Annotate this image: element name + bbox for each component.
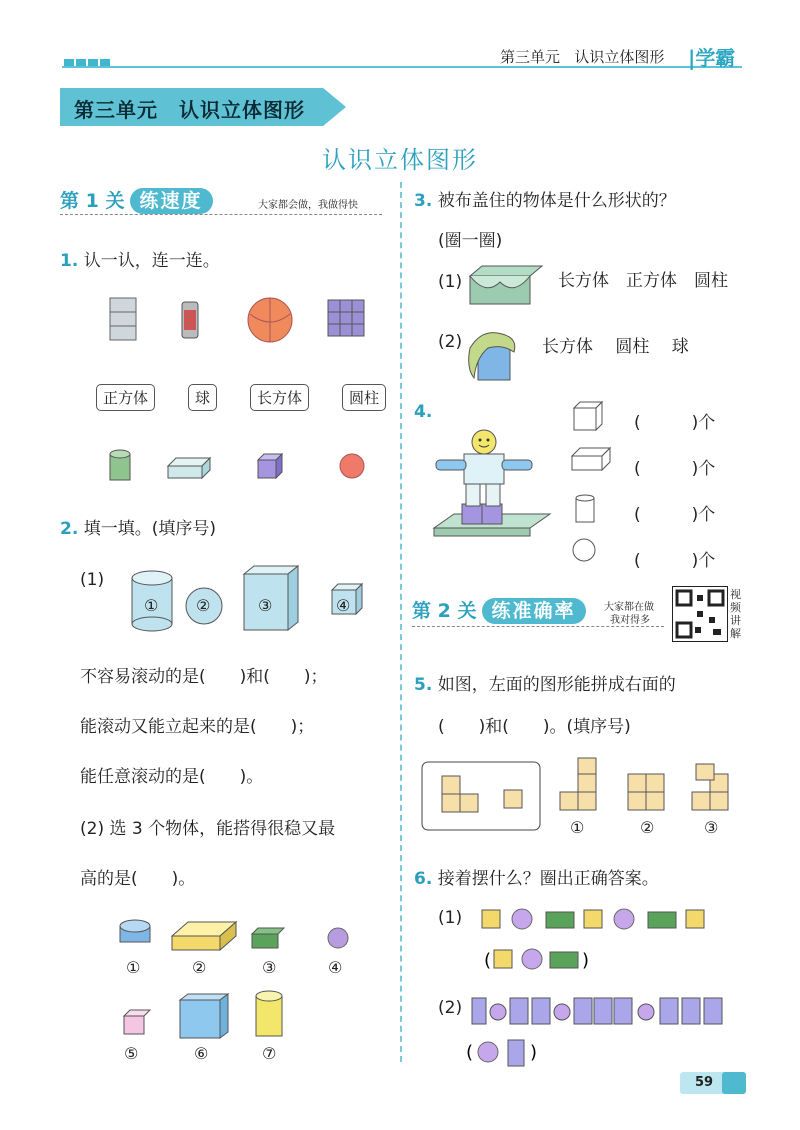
green-cuboid-icon <box>546 912 574 928</box>
purple-ball-icon <box>614 909 634 929</box>
short-cylinder-icon <box>120 920 150 942</box>
column-divider <box>400 182 402 1062</box>
covered-cylinder-icon <box>462 328 526 384</box>
q1-labels <box>96 384 386 411</box>
q4-shape-column <box>568 398 612 568</box>
q3-part2-label: (2) <box>438 332 463 352</box>
q6-title-text: 接着摆什么？圈出正确答案。 <box>437 869 659 889</box>
covered-box-icon <box>466 262 546 308</box>
obj-num-3: ③ <box>262 958 277 977</box>
q1-shapes <box>96 446 386 486</box>
shape-num-1: ① <box>144 596 159 615</box>
cuboid-icon <box>572 448 610 470</box>
header-unit: 第三单元 <box>500 48 561 66</box>
purple-ball-icon <box>512 909 532 929</box>
obj-num-5: ⑤ <box>124 1044 139 1063</box>
q6-title: 6. 接着摆什么？圈出正确答案。 <box>414 869 659 889</box>
pencil-icon <box>722 1072 746 1094</box>
q4-num-text: 4. <box>414 402 433 422</box>
header-decoration <box>64 52 112 71</box>
level2-tag: 第 2 关 <box>412 600 477 622</box>
cylinder-icon <box>110 450 130 480</box>
q4-count-sphere[interactable]: ( )个 <box>634 551 716 571</box>
cylinder-icon <box>576 495 594 522</box>
page-title: 认识立体图形 <box>322 146 478 174</box>
shape-num-3: ③ <box>258 596 273 615</box>
q5-option-1[interactable]: ① <box>570 818 585 837</box>
obj-num-4: ④ <box>328 958 343 977</box>
obj-num-2: ② <box>192 958 207 977</box>
q4-count-cylinder[interactable]: ( )个 <box>634 505 716 525</box>
shape-num-4: ④ <box>336 596 351 615</box>
q2-title-text: 填一填。(填序号) <box>83 519 216 539</box>
fridge-icon <box>110 298 136 340</box>
q5-title-text: 如图，左面的图形能拼成右面的 <box>437 675 676 695</box>
q6-part1-label: (1) <box>438 908 463 928</box>
q2-line2: 能滚动又能立起来的是( )； <box>80 717 315 737</box>
level2-note2: 我对得多 <box>610 615 650 626</box>
level1-pill: 练速度 <box>130 188 213 214</box>
obj-num-1: ① <box>126 958 141 977</box>
q4-count-cuboid[interactable]: ( )个 <box>634 459 716 479</box>
basketball-icon <box>248 298 292 342</box>
header-topic <box>500 46 664 67</box>
level2-rule <box>412 626 664 627</box>
q3-title-text: 被布盖住的物体是什么形状的？ <box>437 191 676 211</box>
svg-text:): ) <box>530 1042 538 1063</box>
cuboid-icon <box>168 458 210 478</box>
level1-note: 大家都会做，我做得快 <box>258 200 358 211</box>
q2-line5: 高的是( )。 <box>80 869 196 889</box>
label-cube[interactable]: 正方体 <box>96 384 155 411</box>
level1-tag: 第 1 关 <box>60 190 125 212</box>
q2-part1-label: (1) <box>80 570 105 590</box>
page-number: 59 <box>680 1072 728 1094</box>
svg-text:(: ( <box>466 1042 474 1063</box>
yellow-cube-icon <box>482 910 500 928</box>
purple-ball-icon <box>328 928 348 948</box>
q3-part2-options[interactable]: 长方体 圆柱 球 <box>542 337 689 357</box>
q6-answers-1[interactable] <box>484 944 594 976</box>
q1-title: 1. 认一认，连一连。 <box>60 251 220 271</box>
level2-note1: 大家都在做 <box>604 602 654 613</box>
sphere-icon <box>340 454 364 478</box>
q2-objects-row2 <box>116 990 316 1042</box>
q5-source-pieces <box>420 760 544 832</box>
level1-rule <box>60 214 382 215</box>
rubik-cube-icon <box>328 300 364 336</box>
robot-figure <box>430 428 560 540</box>
single-cube-icon <box>504 790 522 808</box>
q2-line1: 不容易滚动的是( )和( )； <box>80 667 328 687</box>
q3-part1-options[interactable]: 长方体 正方体 圆柱 <box>558 271 728 291</box>
label-cuboid[interactable]: 长方体 <box>250 384 309 411</box>
green-cuboid-icon <box>648 912 676 928</box>
cube-icon <box>574 402 602 430</box>
level1-header <box>60 186 213 213</box>
brand-text: 学霸 <box>695 46 736 70</box>
brand-logo: |学霸 <box>688 46 736 70</box>
obj-num-7: ⑦ <box>262 1044 277 1063</box>
obj-num-6: ⑥ <box>194 1044 209 1063</box>
cube-icon <box>258 454 282 478</box>
header-topic-text: 认识立体图形 <box>574 48 665 66</box>
q1-objects <box>90 290 390 350</box>
q5-line2: ( )和( )。(填序号) <box>438 717 631 737</box>
q6-sequence-1 <box>478 902 722 934</box>
q3-hint: (圈一圈) <box>438 231 503 251</box>
yellow-cube-icon <box>686 910 704 928</box>
svg-text:): ) <box>582 950 590 971</box>
q3-part1-label: (1) <box>438 272 463 292</box>
q1-title-text: 认一认，连一连。 <box>83 251 220 271</box>
small-cube-icon <box>124 1010 150 1034</box>
option-2-icon <box>628 774 664 810</box>
q4-count-cube[interactable]: ( )个 <box>634 413 716 433</box>
q5-option-2[interactable]: ② <box>640 818 655 837</box>
option-3-icon <box>692 764 728 810</box>
yellow-cube-icon <box>584 910 602 928</box>
label-sphere[interactable]: 球 <box>188 384 217 411</box>
q6-answers-2[interactable] <box>466 1034 546 1070</box>
q2-line3: 能任意滚动的是( )。 <box>80 767 264 787</box>
q2-line4: (2) 选 3 个物体，能搭得很稳又最 <box>80 819 336 839</box>
qr-code-icon[interactable] <box>672 586 728 642</box>
q6-part2-label: (2) <box>438 998 463 1018</box>
q6-sequence-2 <box>470 992 740 1028</box>
q5-options <box>556 756 736 816</box>
big-cube-icon <box>180 994 228 1038</box>
green-cuboid-icon <box>252 928 284 948</box>
svg-text:(: ( <box>484 950 492 971</box>
q3-title: 3. 被布盖住的物体是什么形状的？ <box>414 191 676 211</box>
sphere-icon <box>573 539 595 561</box>
q2-title: 2. 填一填。(填序号) <box>60 519 216 539</box>
shape-num-2: ② <box>196 596 211 615</box>
option-1-icon <box>560 758 596 810</box>
tall-cylinder-icon <box>256 991 282 1036</box>
can-icon <box>182 302 198 338</box>
label-cylinder[interactable]: 圆柱 <box>342 384 386 411</box>
video-label[interactable]: 视频讲解 <box>730 588 741 640</box>
q2-objects-row1 <box>110 910 370 960</box>
q5-option-3[interactable]: ③ <box>704 818 719 837</box>
flat-cuboid-icon <box>172 922 236 950</box>
q4-num <box>414 402 432 422</box>
unit-banner-text: 第三单元 认识立体图形 <box>74 98 305 122</box>
q5-title: 5. 如图，左面的图形能拼成右面的 <box>414 675 676 695</box>
level2-pill: 练准确率 <box>482 598 586 624</box>
level2-header <box>412 596 586 623</box>
